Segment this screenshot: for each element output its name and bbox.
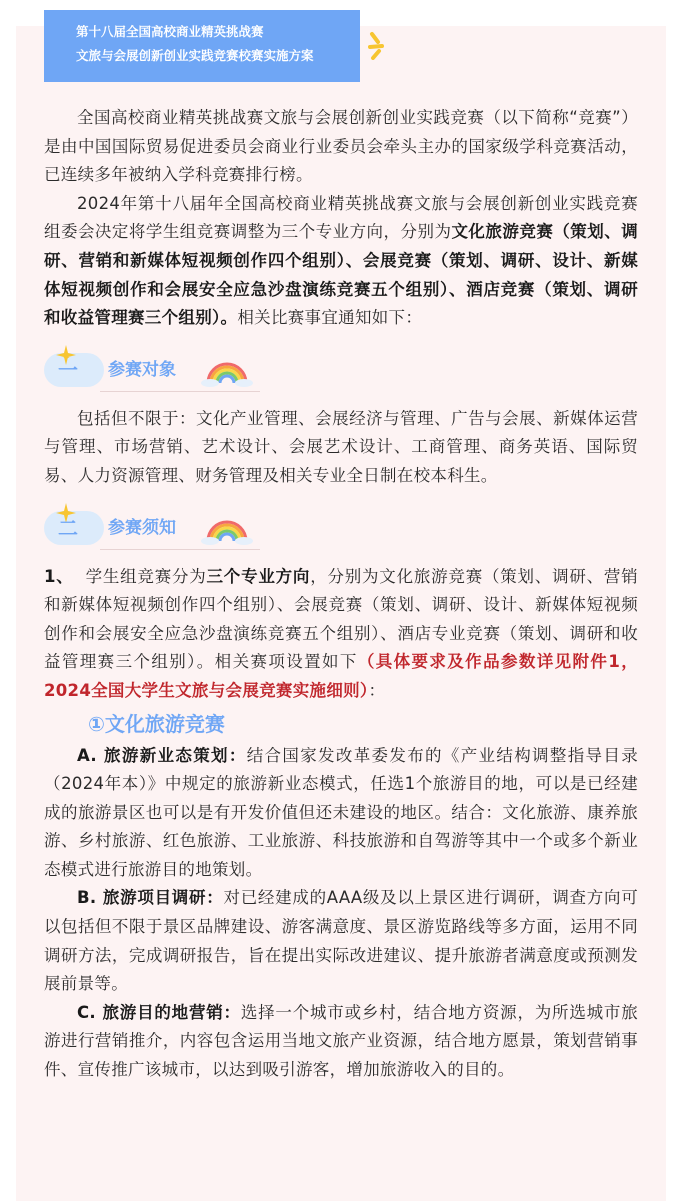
header-banner <box>44 10 360 82</box>
intro-paragraph-1: 全国高校商业精英挑战赛文旅与会展创新创业实践竞赛（以下简称“竞赛”）是由中国国际贸易促进委员会商业行业委员会牵头主办的国家级学科竞赛活动，已连续多年被纳入学科竞赛排行榜。 <box>44 108 638 185</box>
item1-bold: 三个专业方向 <box>206 566 311 586</box>
culture-item-c <box>44 999 638 1085</box>
article-body <box>44 104 638 1085</box>
section-divider <box>100 391 260 392</box>
item1-end: ： <box>368 680 386 700</box>
item-c-label: C. 旅游目的地营销： <box>77 1002 241 1022</box>
item-number: 1、 <box>44 566 74 586</box>
rainbow-icon <box>200 357 254 387</box>
section-title: 参赛对象 <box>108 359 176 380</box>
sparkle-icon <box>366 30 392 60</box>
item-b-label: B. 旅游项目调研： <box>77 888 224 908</box>
intro-p2-bold: 文化旅游竞赛（策划、调研、营销和新媒体短视频创作四个组别）、会展竞赛（策划、调研、设计、新媒体短视频创作和会展安全应急沙盘演练竞赛五个组别）、酒店竞赛（策划、调研和收益管理赛三个组别）。 <box>44 222 638 328</box>
banner-title-line1: 第十八届全国高校商业精英挑战赛 <box>76 24 264 39</box>
item-a-text: 结合国家发改革委发布的《产业结构调整指导目录（2024年本）》中规定的旅游新业态模式，任选1个旅游目的地，可以是已经建成的旅游景区也可以是有开发价值但还未建设的地区。结合：文化旅游、康养旅游、乡村旅游、红色旅游、工业旅游、科技旅游和自驾游等其中一个或多个新业态模式进行旅游目的地策划。 <box>44 745 639 879</box>
intro-paragraph-2 <box>44 190 638 333</box>
section-header-notice <box>44 503 638 553</box>
item1-text-a: 学生组竞赛分为 <box>85 566 207 586</box>
culture-item-a <box>44 742 638 885</box>
culture-item-b <box>44 884 638 998</box>
section-title: 参赛须知 <box>108 517 176 538</box>
section-number: 二 <box>58 515 78 540</box>
item-b-text: 对已经建成的AAA级及以上景区进行调研，调查方向可以包括但不限于景区品牌建设、游客满意度、景区游览路线等多方面，运用不同调研方法，完成调研报告，旨在提出实际改进建议、提升旅游者满意度或预测发展前景等。 <box>44 888 639 994</box>
item-a-label: A. 旅游新业态策划： <box>77 745 247 765</box>
notice-item-1 <box>44 563 638 706</box>
item1-red-note: （具体要求及作品参数详见附件1，2024全国大学生文旅与会展竞赛实施细则） <box>44 652 639 700</box>
banner-title-line2: 文旅与会展创新创业实践竞赛校赛实施方案 <box>76 48 314 63</box>
section-number: 一 <box>58 357 78 382</box>
item1-text-b: ，分别为文化旅游竞赛（策划、调研、营销和新媒体短视频创作四个组别）、会展竞赛（策划、调研、设计、新媒体短视频创作和会展安全应急沙盘演练竞赛五个组别）、酒店专业竞赛（策划、调研和收益管理赛三个组别）。相关赛项设置如下 <box>44 566 638 672</box>
rainbow-icon <box>200 515 254 545</box>
section-divider <box>100 549 260 550</box>
participants-paragraph: 包括但不限于：文化产业管理、会展经济与管理、广告与会展、新媒体运营与管理、市场营销、艺术设计、会展艺术设计、工商管理、商务英语、国际贸易、人力资源管理、财务管理及相关专业全日制在校本科生。 <box>44 408 638 485</box>
section-header-participants <box>44 345 638 395</box>
subheading-culture-tourism: ①文化旅游竞赛 <box>88 711 225 736</box>
intro-p2-end: 相关比赛事宜通知如下： <box>237 308 423 328</box>
intro-p2-start: 2024年第十八届年全国高校商业精英挑战赛文旅与会展创新创业实践竞赛组委会决定将学生组竞赛调整为三个专业方向，分别为 <box>44 193 638 242</box>
item-c-text: 选择一个城市或乡村，结合地方资源，为所选城市旅游进行营销推介，内容包含运用当地文旅产业资源，结合地方愿景，策划营销事件、宣传推广该城市，以达到吸引游客，增加旅游收入的目的。 <box>44 1002 638 1080</box>
